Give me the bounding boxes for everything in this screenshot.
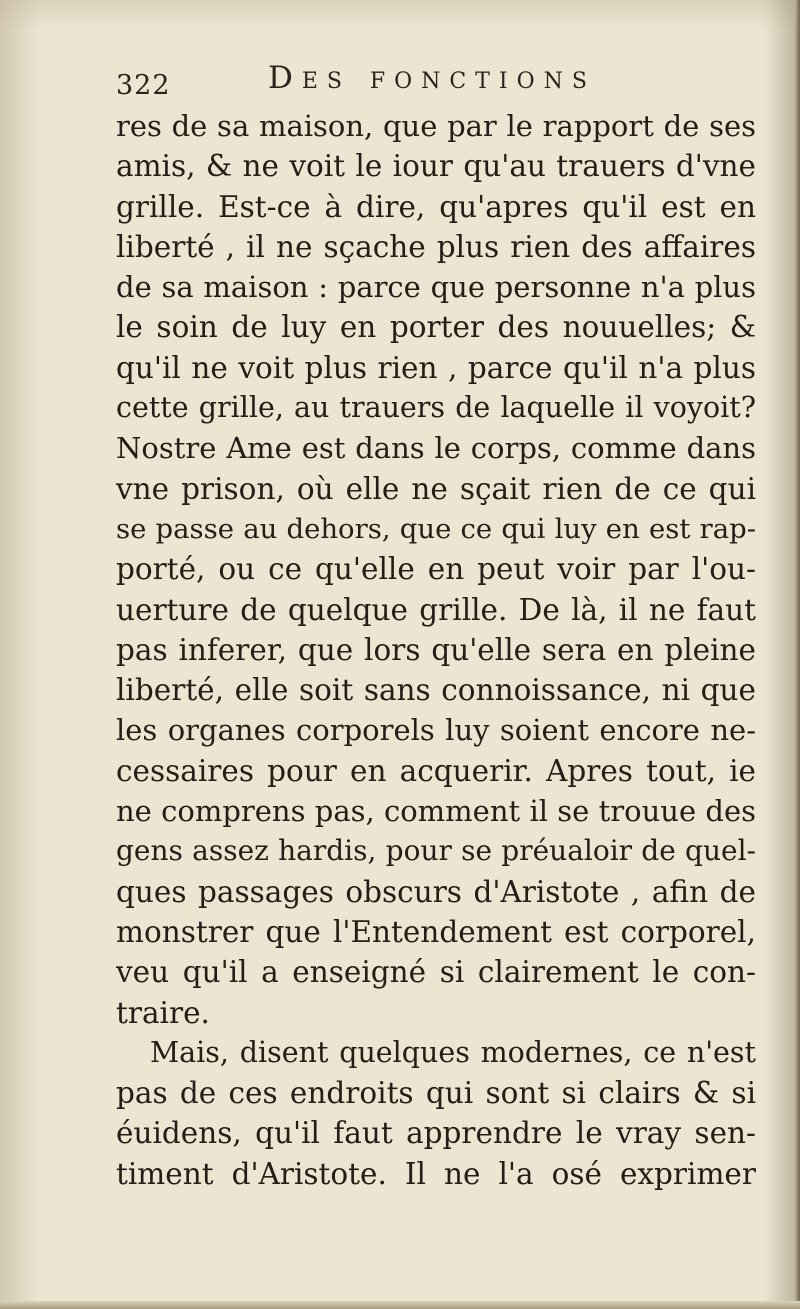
text-line: gens assez hardis, pour se préualoir de quel- — [116, 834, 756, 868]
text-line: monstrer que l'Entendement est corporel, — [116, 914, 756, 949]
text-line: liberté, elle soit sans connoissance, ni que — [116, 673, 756, 708]
text-line: veu qu'il a enseigné si clairement le con- — [116, 955, 756, 990]
text-line: de sa maison : parce que personne n'a plus — [116, 270, 756, 305]
text-line: ne comprens pas, comment il se trouue des — [116, 794, 756, 829]
text-line: ques passages obscurs d'Aristote , afin de — [116, 874, 756, 909]
text-line: uerture de quelque grille. De là, il ne faut — [116, 592, 756, 627]
body-text — [116, 106, 756, 1194]
page-header — [116, 60, 756, 104]
text-line: pas de ces endroits qui sont si clairs & si — [116, 1076, 756, 1111]
page-edge-right — [794, 0, 800, 1309]
text-line: grille. Est-ce à dire, qu'apres qu'il est en — [116, 189, 756, 224]
text-line: amis, & ne voit le iour qu'au trauers d'vne — [116, 149, 756, 184]
text-line: cessaires pour en acquerir. Apres tout, ie — [116, 753, 756, 788]
text-line: cette grille, au trauers de laquelle il voyoit? — [116, 391, 756, 425]
text-line: res de sa maison, que par le rapport de ses — [116, 109, 756, 143]
page-edge-bottom — [0, 1301, 800, 1309]
text-line: qu'il ne voit plus rien , parce qu'il n'a plus — [116, 350, 756, 385]
running-head: Des fonctions — [268, 60, 596, 96]
paragraph-end-line: traire. — [116, 995, 210, 1030]
paragraph-start-line: Mais, disent quelques modernes, ce n'est — [150, 1035, 756, 1069]
text-line: timent d'Aristote. Il ne l'a osé exprimer — [116, 1156, 756, 1191]
text-line: le soin de luy en porter des nouuelles; & — [116, 310, 756, 345]
text-line: liberté , il ne sçache plus rien des affaires — [116, 229, 756, 264]
text-line: porté, ou ce qu'elle en peut voir par l'ou- — [116, 552, 756, 587]
text-line: Nostre Ame est dans le corps, comme dans — [116, 431, 756, 466]
text-line: vne prison, où elle ne sçait rien de ce qui — [116, 471, 756, 506]
page-number: 322 — [116, 70, 171, 101]
text-line: les organes corporels luy soient encore ne- — [116, 713, 756, 748]
text-line: pas inferer, que lors qu'elle sera en pleine — [116, 632, 756, 667]
text-line: éuidens, qu'il faut apprendre le vray sen- — [116, 1116, 756, 1151]
text-line: se passe au dehors, que ce qui luy en est rap- — [116, 512, 756, 545]
